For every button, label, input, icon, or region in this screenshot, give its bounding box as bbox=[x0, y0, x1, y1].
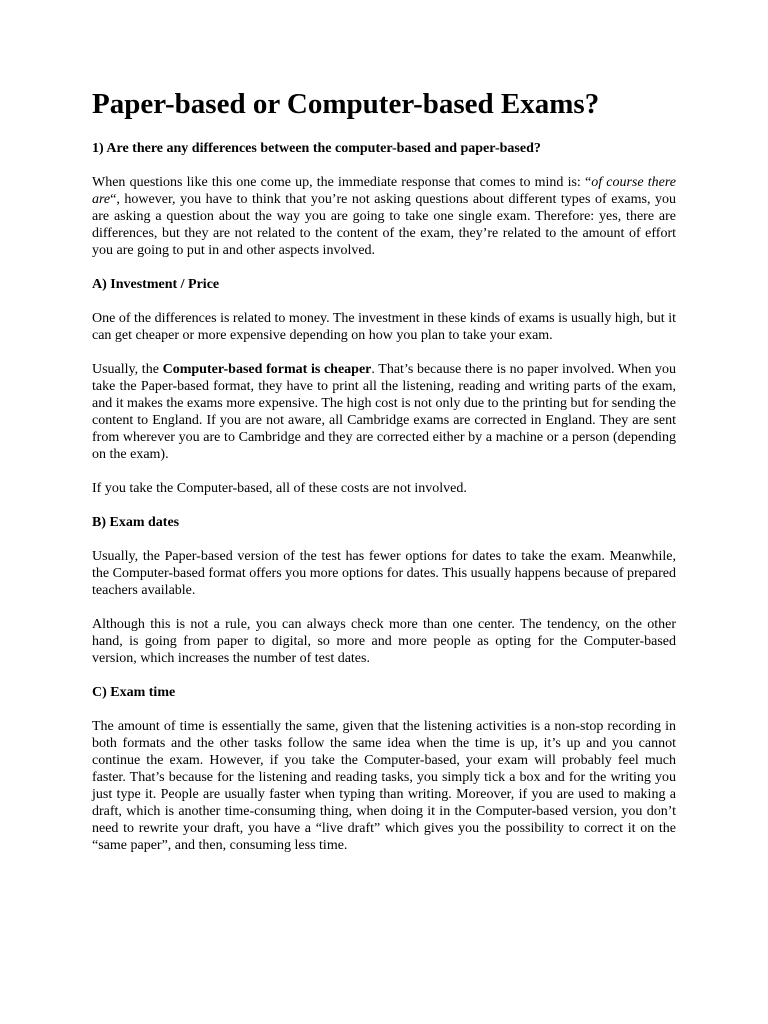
section-a-paragraph-2 bbox=[92, 361, 676, 463]
section-a-heading: A) Investment / Price bbox=[92, 277, 220, 292]
q1-italic-text: of course there are bbox=[92, 175, 676, 207]
section-a-paragraph-1: One of the differences is related to money. The investment in these kinds of exams is usually high, but it can get cheaper or more expensive depending on how you plan to take your exam. bbox=[92, 311, 676, 343]
section-a-paragraph-3: If you take the Computer-based, all of these costs are not involved. bbox=[92, 481, 467, 496]
section-c-heading: C) Exam time bbox=[92, 685, 176, 700]
section-b-paragraph-1: Usually, the Paper-based version of the test has fewer options for dates to take the exam. Meanwhile, the Computer-based format offers you more options for dates. This usually happens because of prepared teachers available. bbox=[92, 549, 676, 598]
a2-bold-text: Computer-based format is cheaper bbox=[162, 362, 372, 377]
section-c-paragraph-1: The amount of time is essentially the same, given that the listening activities is a non-stop recording in both formats and the other tasks follow the same idea when the time is up, it’s up and you cannot continue the exam. However, if you take the Computer-based, your exam will probably feel much faster. That’s because for the listening and reading tasks, you simply tick a box and for the writing you just type it. People are usually faster when typing than writing. Moreover, if you are used to making a draft, which is another time-consuming thing, when doing it in the Computer-based version, you don’t need to rewrite your draft, you have a “live draft” which gives you the possibility to correct it on the “same paper”, and then, consuming less time. bbox=[92, 719, 676, 853]
section-b-heading: B) Exam dates bbox=[92, 515, 180, 530]
a2-text-before: Usually, the bbox=[92, 362, 163, 377]
q1-text-after: “, however, you have to think that you’re not asking questions about different types of exams, you are asking a question about the way you are going to take one single exam. Therefore: yes, there are differences, but they are not related to the content of the exam, they’re related to the amount of effort you are going to put in and other aspects involved. bbox=[92, 192, 676, 258]
a2-text-after: . That’s because there is no paper involved. When you take the Paper-based format, they have to print all the listening, reading and writing parts of the exam, and it makes the exams more expensive. The high cost is not only due to the printing but for sending the content to England. If you are not aware, all Cambridge exams are corrected in England. They are sent from wherever you are to Cambridge and they are corrected either by a machine or a person (depending on the exam). bbox=[92, 362, 677, 462]
question-1-heading: 1) Are there any differences between the computer-based and paper-based? bbox=[92, 141, 541, 156]
document-page bbox=[92, 86, 676, 871]
document-title: Paper-based or Computer-based Exams? bbox=[92, 88, 600, 120]
q1-text-before: When questions like this one come up, the immediate response that comes to mind is: “ bbox=[92, 175, 592, 190]
section-b-paragraph-2: Although this is not a rule, you can always check more than one center. The tendency, on the other hand, is going from paper to digital, so more and more people as opting for the Computer-based version, which increases the number of test dates. bbox=[92, 617, 676, 666]
question-1-paragraph bbox=[92, 174, 676, 259]
